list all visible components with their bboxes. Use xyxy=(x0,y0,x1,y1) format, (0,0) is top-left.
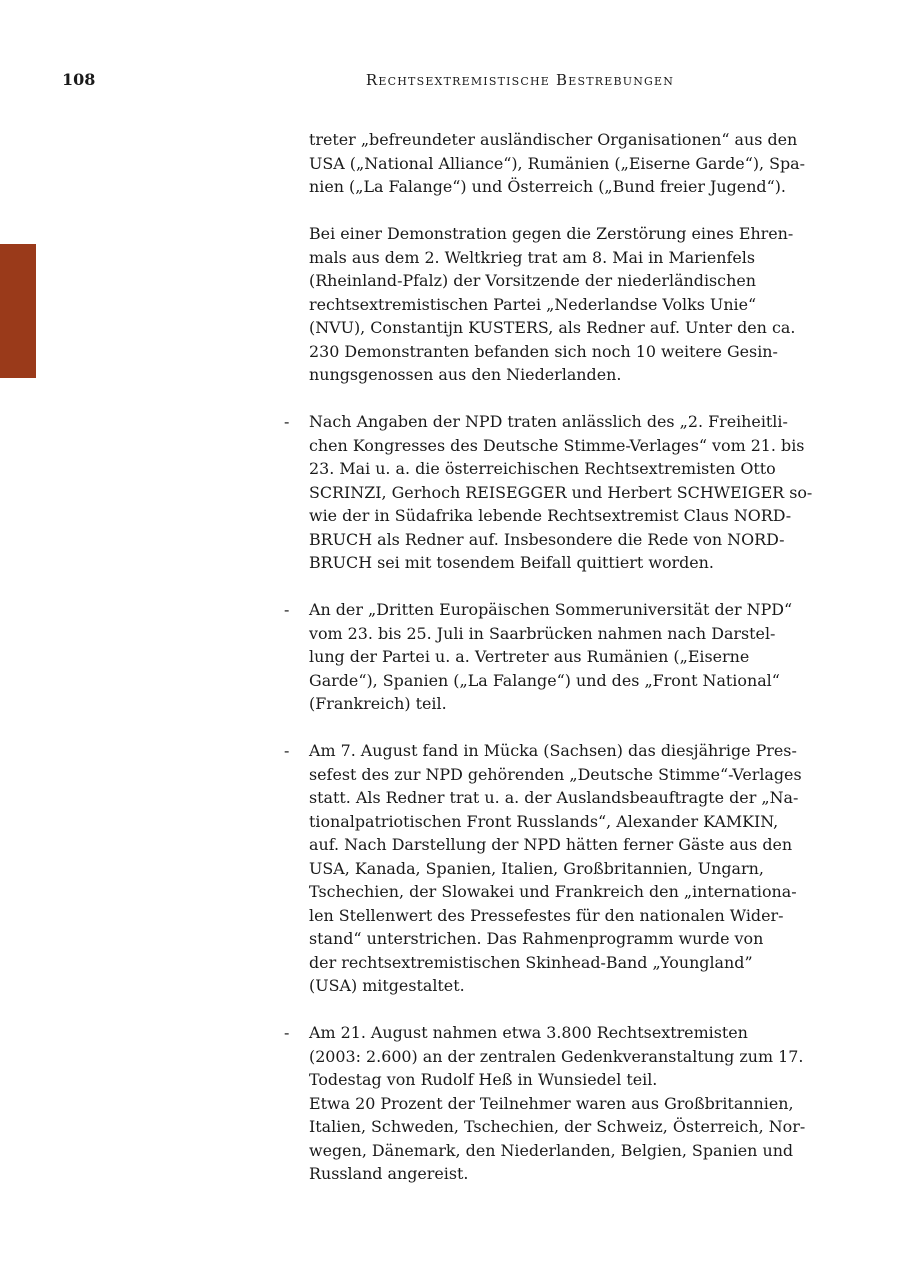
text-line: stand“ unterstrichen. Das Rahmenprogramm wurde von xyxy=(309,929,764,948)
text-line: tionalpatriotischen Front Russlands“, Alexander KAMKIN, xyxy=(309,811,779,831)
text-line: nungsgenossen aus den Niederlanden. xyxy=(309,365,622,384)
bullet-dash: - xyxy=(284,412,290,431)
text-line: statt. Als Redner trat u. a. der Auslandsbeauftragte der „Na- xyxy=(309,788,799,807)
text-line: vom 23. bis 25. Juli in Saarbrücken nahmen nach Darstel- xyxy=(309,623,776,643)
text-line: SCRINZI, Gerhoch REISEGGER und Herbert SCHWEIGER so- xyxy=(309,482,813,502)
text-line: Todestag von Rudolf Heß in Wunsiedel teil. xyxy=(309,1070,658,1089)
bullet-item-2 xyxy=(284,598,809,716)
running-header: Rechtsextremistische Bestrebungen xyxy=(365,71,675,89)
text-line: 230 Demonstranten befanden sich noch 10 weitere Gesin- xyxy=(309,341,778,361)
text-line: Garde“), Spanien („La Falange“) und des „Front National“ xyxy=(309,670,780,690)
text-line: Am 21. August nahmen etwa 3.800 Rechtsextremisten xyxy=(309,1023,748,1042)
text-line: Etwa 20 Prozent der Teilnehmer waren aus Großbritannien, xyxy=(309,1093,794,1113)
text-line: rechtsextremistischen Partei „Nederlandse Volks Unie“ xyxy=(309,294,757,314)
page-number: 108 xyxy=(62,70,96,89)
text-line: USA, Kanada, Spanien, Italien, Großbritannien, Ungarn, xyxy=(309,858,764,878)
text-line: wie der in Südafrika lebende Rechtsextremist Claus NORD- xyxy=(309,506,792,525)
text-line: An der „Dritten Europäischen Sommeruniversität der NPD“ xyxy=(309,600,793,619)
bullet-dash: - xyxy=(284,741,290,760)
text-line: wegen, Dänemark, den Niederlanden, Belgien, Spanien und xyxy=(309,1140,794,1160)
bullet-item-1 xyxy=(284,410,813,575)
text-line: Russland angereist. xyxy=(309,1164,469,1183)
text-line: Am 7. August fand in Mücka (Sachsen) das diesjährige Pres- xyxy=(309,741,797,760)
text-line: len Stellenwert des Pressefestes für den nationalen Wider- xyxy=(309,905,784,925)
text-line: lung der Partei u. a. Vertreter aus Rumänien („Eiserne xyxy=(309,647,750,666)
text-line: 23. Mai u. a. die österreichischen Rechtsextremisten Otto xyxy=(309,459,776,478)
body-text xyxy=(284,128,813,1209)
text-line: BRUCH als Redner auf. Insbesondere die Rede von NORD- xyxy=(309,529,785,549)
bullet-dash: - xyxy=(284,1023,290,1042)
text-line: mals aus dem 2. Weltkrieg trat am 8. Mai in Marienfels xyxy=(309,247,756,267)
text-line: USA („National Alliance“), Rumänien („Eiserne Garde“), Spa- xyxy=(309,153,806,173)
text-line: BRUCH sei mit tosendem Beifall quittiert worden. xyxy=(309,553,714,572)
text-line: (2003: 2.600) an der zentralen Gedenkveranstaltung zum 17. xyxy=(309,1046,804,1066)
text-line: Tschechien, der Slowakei und Frankreich den „internationa- xyxy=(309,882,797,901)
text-line: (NVU), Constantijn KUSTERS, als Redner auf. Unter den ca. xyxy=(309,318,796,337)
text-line: Italien, Schweden, Tschechien, der Schweiz, Österreich, Nor- xyxy=(309,1117,806,1136)
text-line: (Rheinland-Pfalz) der Vorsitzende der niederländischen xyxy=(309,271,756,290)
text-line: chen Kongresses des Deutsche Stimme-Verlages“ vom 21. bis xyxy=(309,435,805,455)
bullet-dash: - xyxy=(284,600,290,619)
text-line: auf. Nach Darstellung der NPD hätten ferner Gäste aus den xyxy=(309,835,793,854)
text-line: (USA) mitgestaltet. xyxy=(309,976,465,995)
text-line: sefest des zur NPD gehörenden „Deutsche Stimme“-Verlages xyxy=(309,764,802,784)
bullet-item-4 xyxy=(284,1021,809,1186)
text-line: Nach Angaben der NPD traten anlässlich des „2. Freiheitli- xyxy=(309,412,788,431)
paragraph-2 xyxy=(309,222,809,387)
chapter-side-tab xyxy=(0,244,36,378)
text-line: treter „befreundeter ausländischer Organisationen“ aus den xyxy=(309,130,798,149)
text-line: (Frankreich) teil. xyxy=(309,694,447,713)
bullet-item-3 xyxy=(284,739,809,998)
text-line: nien („La Falange“) und Österreich („Bund freier Jugend“). xyxy=(309,177,786,196)
text-line: Bei einer Demonstration gegen die Zerstörung eines Ehren- xyxy=(309,224,794,243)
text-line: der rechtsextremistischen Skinhead-Band „Youngland” xyxy=(309,952,753,972)
paragraph-1 xyxy=(309,128,809,199)
